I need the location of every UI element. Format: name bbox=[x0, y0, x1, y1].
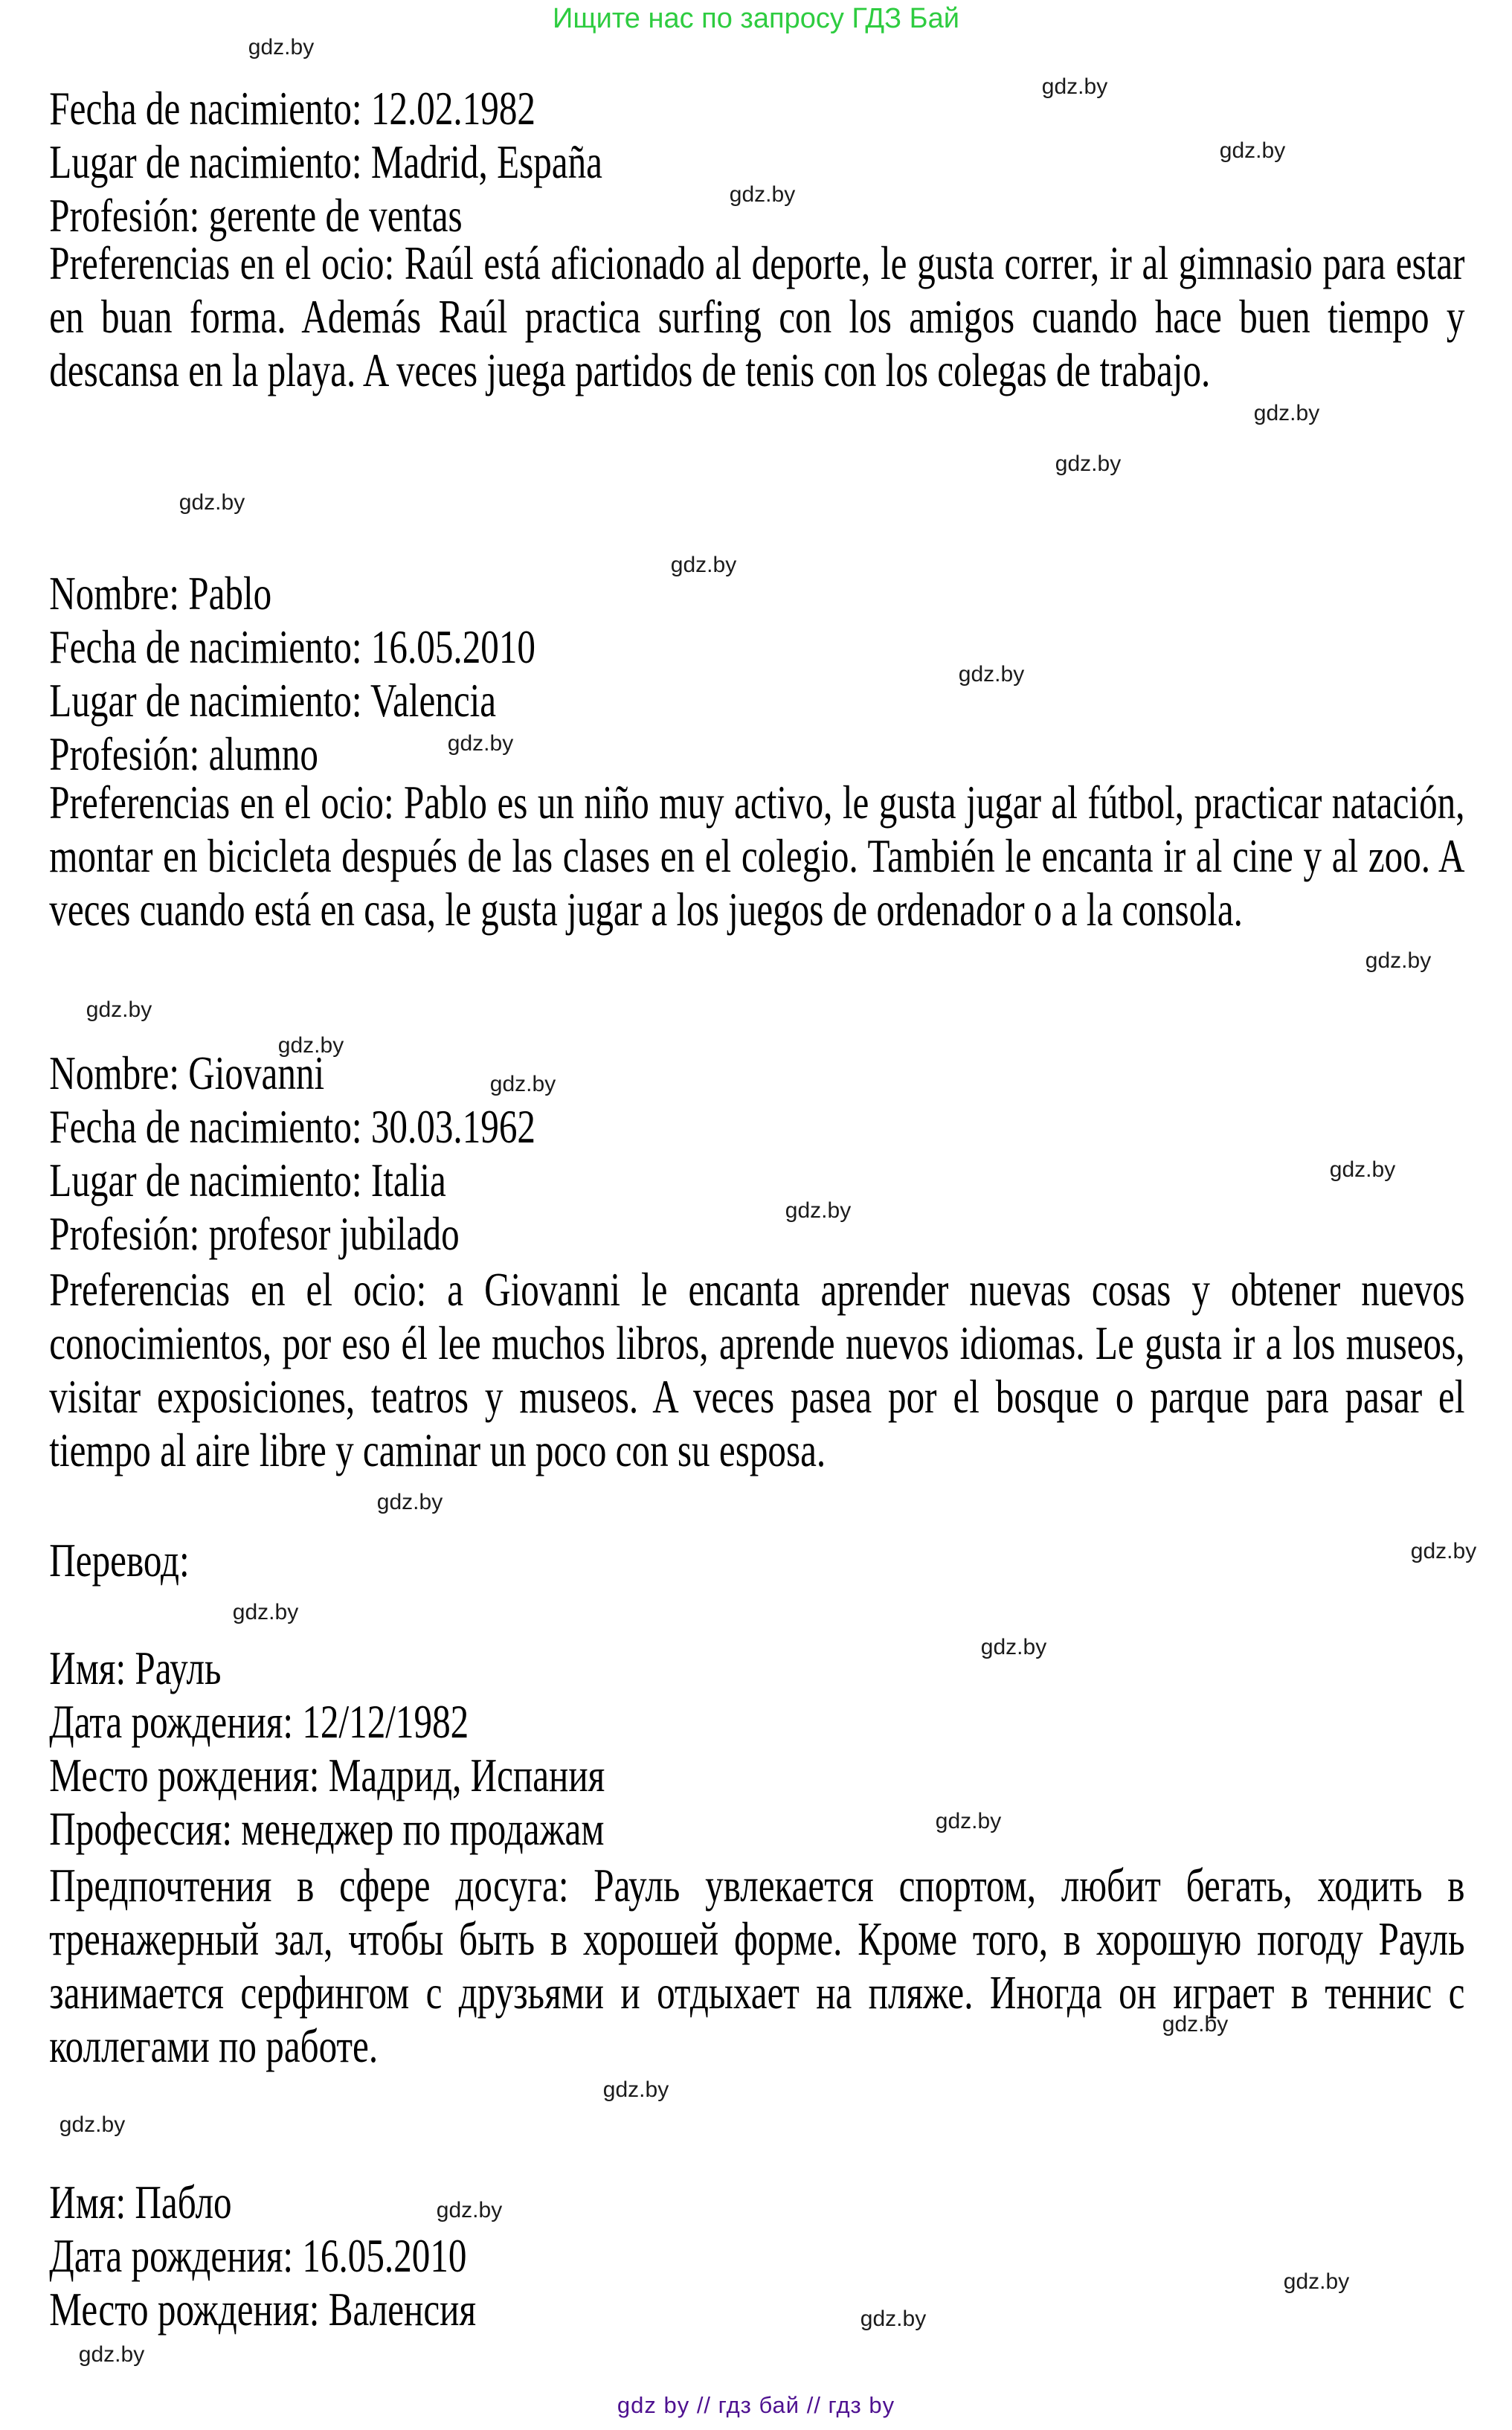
translation-heading: Перевод: bbox=[49, 1534, 190, 1587]
pablo-es-birthplace: Lugar de nacimiento: Valencia bbox=[49, 675, 497, 727]
gdz-watermark: gdz.by bbox=[489, 1072, 556, 1096]
pablo-ru-birthdate: Дата рождения: 16.05.2010 bbox=[49, 2230, 467, 2282]
raul-preferences-ru: Предпочтения в сфере досуга: Рауль увлекается спортом, любит бегать, ходить в тренажерный зал, чтобы быть в хорошей форме. Кроме того, в хорошую погоду Рауль занимается серфингом с друзьями и отдыхает на пляже. Иногда он играет в теннис с коллегами по работе. bbox=[49, 1860, 1465, 2072]
raul-ru-birthdate: Дата рождения: 12/12/1982 bbox=[49, 1696, 469, 1748]
gdz-watermark: gdz.by bbox=[958, 662, 1025, 687]
gdz-watermark: gdz.by bbox=[602, 2077, 669, 2102]
gdz-watermark: gdz.by bbox=[436, 2198, 503, 2222]
gdz-watermark: gdz.by bbox=[1041, 74, 1108, 99]
giovanni-es-name: Nombre: Giovanni bbox=[49, 1047, 325, 1099]
gdz-watermark: gdz.by bbox=[248, 35, 315, 60]
raul-es-profession: Profesión: gerente de ventas bbox=[49, 190, 463, 242]
raul-profile-ru bbox=[49, 1642, 1476, 1856]
gdz-watermark: gdz.by bbox=[785, 1198, 852, 1223]
gdz-watermark: gdz.by bbox=[1253, 401, 1320, 425]
giovanni-preferences-es: Preferencias en el ocio: a Giovanni le encanta aprender nuevas cosas y obtener nuevos conocimientos, por eso él lee muchos libros, aprende nuevos idiomas. Le gusta ir a los museos, visitar exposiciones, teatros y museos. A veces pasea por el bosque o parque para pasar el tiempo al aire libre y caminar un poco con su esposa. bbox=[49, 1264, 1465, 1476]
gdz-watermark: gdz.by bbox=[670, 553, 737, 577]
gdz-watermark: gdz.by bbox=[1162, 2012, 1229, 2037]
gdz-watermark: gdz.by bbox=[935, 1809, 1002, 1833]
raul-preferences-es: Preferencias en el ocio: Raúl está aficionado al deporte, le gusta correr, ir al gimnasio para estar en buan forma. Además Raúl practica surfing con los amigos cuando hace buen tiempo y descansa en la playa. A veces juega partidos de tenis con los colegas de trabajo. bbox=[49, 237, 1465, 396]
gdz-watermark: gdz.by bbox=[447, 731, 514, 756]
giovanni-es-birthdate: Fecha de nacimiento: 30.03.1962 bbox=[49, 1101, 535, 1153]
gdz-watermark: gdz.by bbox=[1283, 2269, 1350, 2294]
giovanni-es-birthplace: Lugar de nacimiento: Italia bbox=[49, 1154, 446, 1206]
pablo-profile-ru bbox=[49, 2176, 1476, 2336]
raul-ru-profession: Профессия: менеджер по продажам bbox=[49, 1803, 605, 1855]
pablo-ru-birthplace: Место рождения: Валенсия bbox=[49, 2283, 477, 2336]
gdz-watermark: gdz.by bbox=[86, 997, 152, 1022]
gdz-watermark: gdz.by bbox=[1055, 451, 1122, 476]
gdz-watermark: gdz.by bbox=[1410, 1539, 1477, 1563]
gdz-watermark: gdz.by bbox=[860, 2307, 927, 2331]
gdz-watermark: gdz.by bbox=[980, 1635, 1047, 1659]
gdz-watermark: gdz.by bbox=[1365, 948, 1432, 973]
promo-banner: Ищите нас по запросу ГДЗ Бай bbox=[553, 3, 959, 34]
gdz-watermark: gdz.by bbox=[78, 2342, 145, 2367]
footer-tagline: gdz by // гдз бай // гдз by bbox=[617, 2392, 895, 2418]
pablo-profile-es bbox=[49, 567, 1476, 781]
gdz-watermark: gdz.by bbox=[178, 490, 245, 515]
giovanni-es-profession: Profesión: profesor jubilado bbox=[49, 1208, 460, 1260]
gdz-watermark: gdz.by bbox=[376, 1490, 443, 1514]
gdz-watermark: gdz.by bbox=[232, 1600, 299, 1624]
gdz-watermark: gdz.by bbox=[729, 182, 796, 207]
pablo-ru-name: Имя: Пабло bbox=[49, 2176, 232, 2228]
pablo-es-birthdate: Fecha de nacimiento: 16.05.2010 bbox=[49, 621, 535, 673]
gdz-watermark: gdz.by bbox=[1219, 138, 1286, 163]
pablo-es-profession: Profesión: alumno bbox=[49, 728, 318, 780]
pablo-preferences-es: Preferencias en el ocio: Pablo es un niño muy activo, le gusta jugar al fútbol, practicar natación, montar en bicicleta después de las clases en el colegio. También le encanta ir al cine y al zoo. A veces cuando está en casa, le gusta jugar a los juegos de ordenador o a la consola. bbox=[49, 777, 1465, 936]
gdz-watermark: gdz.by bbox=[277, 1033, 344, 1058]
raul-es-birthdate: Fecha de nacimiento: 12.02.1982 bbox=[49, 83, 535, 135]
raul-ru-name: Имя: Рауль bbox=[49, 1642, 222, 1694]
gdz-watermark: gdz.by bbox=[1329, 1157, 1396, 1182]
giovanni-profile-es bbox=[49, 1047, 1476, 1261]
pablo-es-name: Nombre: Pablo bbox=[49, 568, 272, 620]
raul-ru-birthplace: Место рождения: Мадрид, Испания bbox=[49, 1749, 605, 1801]
gdz-watermark: gdz.by bbox=[59, 2112, 126, 2137]
raul-es-birthplace: Lugar de nacimiento: Madrid, España bbox=[49, 136, 602, 188]
